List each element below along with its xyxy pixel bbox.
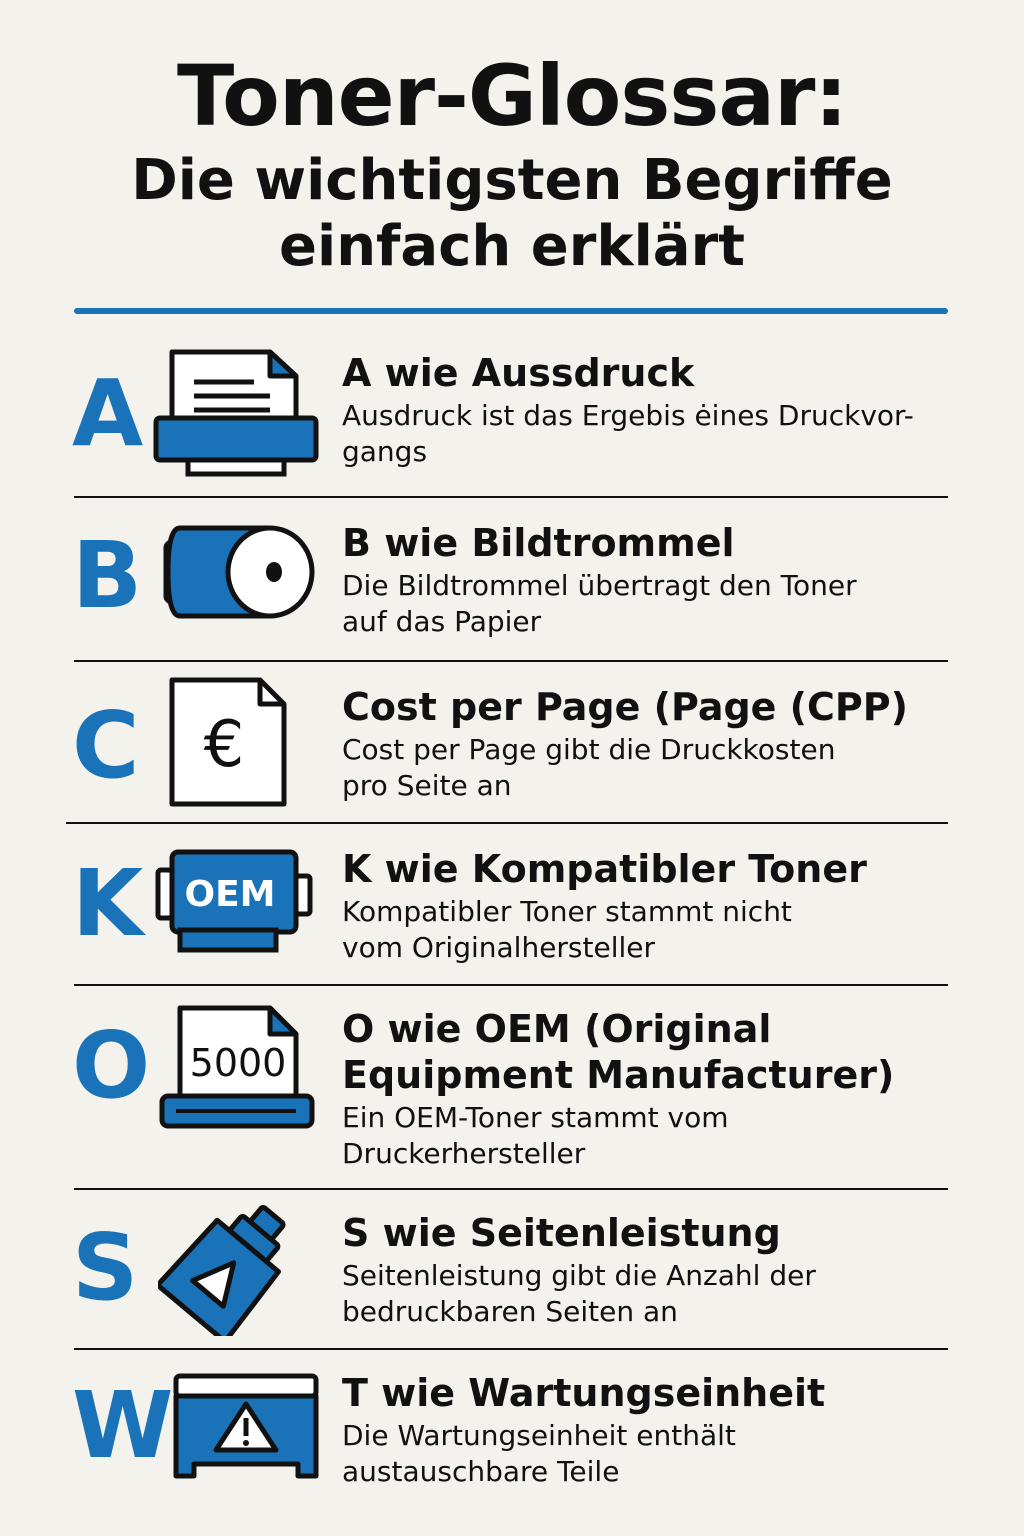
entry-text bbox=[342, 520, 942, 640]
entry-text bbox=[342, 350, 942, 470]
entry-letter: K bbox=[72, 850, 144, 957]
divider bbox=[74, 496, 948, 498]
entry-description bbox=[342, 1258, 942, 1330]
desc-line: auf das Papier bbox=[342, 605, 542, 638]
entry-description bbox=[342, 1100, 942, 1172]
euro-document-icon bbox=[168, 676, 290, 812]
desc-line: Cost per Page gibt die Druckkosten bbox=[342, 733, 836, 766]
desc-line: vom Originalhersteller bbox=[342, 931, 656, 964]
maintenance-unit-warning-icon bbox=[170, 1372, 322, 1486]
oem-cartridge-icon bbox=[154, 846, 316, 960]
divider bbox=[74, 1188, 948, 1190]
page-count-label: 5000 bbox=[189, 1041, 287, 1085]
desc-line: Seitenleistung gibt die Anzahl der bbox=[342, 1259, 816, 1292]
page-title: Toner-Glossar: bbox=[176, 47, 848, 145]
printer-icon bbox=[150, 348, 322, 482]
entry-description bbox=[342, 732, 942, 804]
page-count-document-icon bbox=[156, 1004, 320, 1142]
desc-line: Die Bildtrommel übertragt den Toner bbox=[342, 569, 857, 602]
entry-letter: B bbox=[72, 522, 143, 629]
page-subtitle bbox=[0, 148, 1024, 280]
divider bbox=[74, 1348, 948, 1350]
toner-bottle-icon bbox=[158, 1202, 294, 1340]
desc-line: bedruckbaren Seiten an bbox=[342, 1295, 678, 1328]
divider bbox=[74, 984, 948, 986]
entry-letter: C bbox=[72, 692, 140, 799]
entry-heading: T wie Wartungseinheit bbox=[342, 1371, 826, 1415]
entry-description bbox=[342, 894, 942, 966]
entry-text bbox=[342, 684, 942, 804]
oem-label: OEM bbox=[184, 874, 276, 915]
divider bbox=[74, 660, 948, 662]
entry-heading: S wie Seitenleistung bbox=[342, 1211, 781, 1255]
entry-heading: K wie Kompatibler Toner bbox=[342, 847, 867, 891]
desc-line: austauschbare Teile bbox=[342, 1455, 620, 1488]
entry-heading: B wie Bildtrommel bbox=[342, 521, 735, 565]
entry-letter: W bbox=[72, 1372, 174, 1479]
desc-line: Die Wartungseinheit enthält bbox=[342, 1419, 736, 1452]
desc-line: gangs bbox=[342, 435, 428, 468]
heading-line: O wie OEM (Original bbox=[342, 1007, 772, 1051]
entry-letter: O bbox=[72, 1012, 151, 1119]
svg-text:€: € bbox=[203, 708, 245, 782]
heading-line: Equipment Manufacturer) bbox=[342, 1053, 895, 1097]
entry-heading: Cost per Page (Page (CPP) bbox=[342, 685, 908, 729]
entry-text bbox=[342, 1210, 942, 1330]
desc-line: pro Seite an bbox=[342, 769, 512, 802]
divider bbox=[66, 822, 948, 824]
desc-line: Druckerhersteller bbox=[342, 1137, 586, 1170]
entry-text bbox=[342, 846, 942, 966]
desc-line: Ausdruck ist das Ergebis ėines Druckvor- bbox=[342, 399, 914, 432]
drum-roll-icon bbox=[158, 522, 318, 626]
entry-heading bbox=[342, 1006, 942, 1098]
desc-line: Kompatibler Toner stammt nicht bbox=[342, 895, 792, 928]
entry-description bbox=[342, 568, 942, 640]
entry-description bbox=[342, 1418, 942, 1490]
entry-heading: A wie Aussdruck bbox=[342, 351, 695, 395]
entry-letter: A bbox=[72, 360, 144, 467]
entry-description bbox=[342, 398, 942, 470]
entry-letter: S bbox=[72, 1214, 139, 1321]
entry-text bbox=[342, 1006, 942, 1172]
title-rule bbox=[74, 308, 948, 314]
desc-line: Ein OEM-Toner stammt vom bbox=[342, 1101, 729, 1134]
entry-text bbox=[342, 1370, 942, 1490]
subtitle-line-2: einfach erklärt bbox=[279, 214, 745, 279]
subtitle-line-1: Die wichtigsten Begriffe bbox=[131, 148, 893, 213]
